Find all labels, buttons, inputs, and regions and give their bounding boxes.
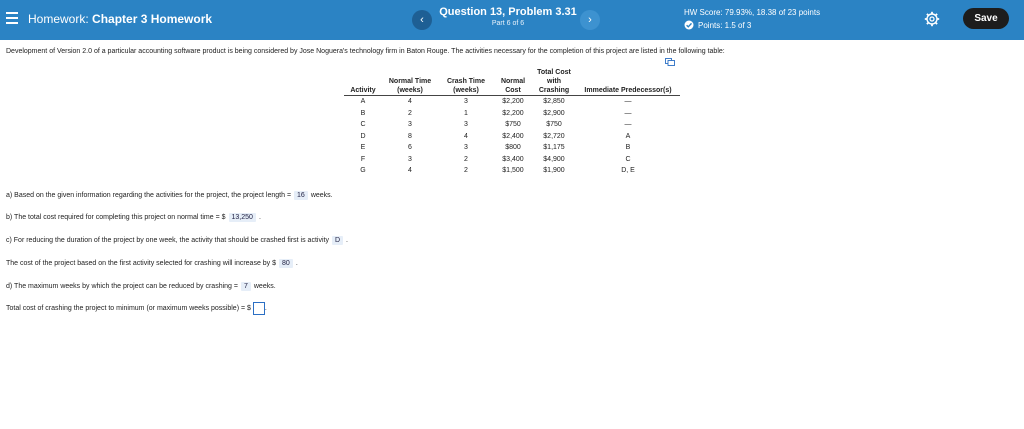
header-crash-time-2: (weeks) [438,86,494,96]
cell-normal-cost: $3,400 [502,155,524,163]
cell-normal-time: 8 [408,132,412,140]
question-c2 [6,259,298,268]
question-a [6,191,333,200]
check-circle-icon [684,20,694,30]
table-row [344,96,680,108]
cell-activity: C [360,121,366,128]
header-total-cost-2: with [547,78,561,85]
points [684,20,751,30]
question-b-suffix: . [258,214,261,221]
cell-total-cost: $2,850 [543,98,565,105]
header-total-cost-3: Crashing [532,86,576,96]
question-e [6,302,267,315]
question-title: Question 13, Problem 3.31 [439,6,577,18]
header-normal-time-1: Normal Time [388,78,432,85]
question-d-suffix: weeks. [253,283,276,290]
question-a-suffix: weeks. [310,192,333,199]
question-e-suffix: . [264,305,267,312]
cell-activity: G [360,167,366,174]
header-total-cost-1: Total Cost [537,69,571,76]
header-activity: Activity [344,86,382,96]
homework-label: Homework: [28,12,89,26]
cell-normal-time: 3 [408,121,412,128]
cell-normal-cost: $750 [505,121,521,128]
answer-d[interactable]: 7 [241,282,251,291]
table-row [344,142,680,154]
answer-e-input[interactable] [253,302,265,315]
top-bar [0,0,1024,40]
cell-predecessor: — [624,121,632,128]
answer-a[interactable]: 16 [294,191,308,200]
cell-total-cost: $1,900 [543,167,565,174]
cell-crash-time: 1 [464,109,468,117]
cell-normal-time: 6 [408,144,412,151]
cell-total-cost: $2,900 [543,109,565,117]
cell-predecessor: — [624,109,632,117]
header-crash-time-1: Crash Time [447,78,485,85]
answer-c[interactable]: D [332,236,343,245]
chevron-left-icon[interactable]: ‹ [412,10,432,30]
header-normal-time-2: (weeks) [382,86,438,96]
question-c2-text: The cost of the project based on the first activity selected for crashing will increase by $ [6,260,277,267]
cell-predecessor: C [625,155,631,163]
header-normal-cost-2: Cost [494,86,532,96]
question-c-suffix: . [346,237,348,244]
question-c-text: c) For reducing the duration of the project by one week, the activity that should be crashed first is activity [6,237,329,244]
cell-crash-time: 3 [464,98,468,105]
cell-normal-cost: $2,200 [502,98,524,105]
cell-crash-time: 3 [464,144,468,151]
points-text: Points: 1.5 of 3 [698,20,752,30]
header-normal-cost-1: Normal [500,78,526,85]
gear-icon[interactable] [924,11,940,27]
cell-normal-cost: $1,500 [502,167,524,174]
cell-predecessor: D, E [621,167,635,174]
answer-c2[interactable]: 80 [279,259,293,268]
cell-crash-time: 3 [464,121,468,128]
cell-normal-time: 2 [408,109,412,117]
cell-activity: A [360,98,366,105]
cell-normal-time: 3 [408,155,412,163]
menu-icon[interactable] [6,12,18,25]
header-predecessors: Immediate Predecessor(s) [576,86,680,96]
cell-total-cost: $1,175 [543,144,565,151]
cell-normal-cost: $800 [505,144,521,151]
question-part: Part 6 of 6 [491,20,525,27]
cell-normal-time: 4 [408,167,412,174]
cell-total-cost: $2,720 [543,132,565,140]
cell-normal-cost: $2,400 [502,132,524,140]
cell-total-cost: $4,900 [543,155,565,163]
activities-table [344,68,680,177]
cell-normal-cost: $2,200 [502,109,524,117]
question-b-text: b) The total cost required for completing this project on normal time = $ [6,214,226,221]
cell-normal-time: 4 [408,98,412,105]
hw-score: HW Score: 79.93%, 18.38 of 23 points [684,8,821,17]
table-row [344,165,680,177]
question-c2-suffix: . [295,260,298,267]
question-d-text: d) The maximum weeks by which the project can be reduced by crashing = [6,283,238,290]
question-d [6,282,276,291]
cell-activity: B [360,109,366,117]
cell-predecessor: — [624,98,632,105]
cell-crash-time: 2 [464,167,468,174]
copy-table-icon[interactable] [665,58,675,66]
table-row [344,131,680,143]
homework-title [28,12,212,26]
table-row [344,119,680,131]
answer-b[interactable]: 13,250 [229,213,256,222]
question-e-text: Total cost of crashing the project to minimum (or maximum weeks possible) = $ [6,305,251,312]
cell-activity: D [360,132,366,140]
cell-predecessor: B [625,144,631,151]
cell-activity: E [360,144,366,151]
cell-total-cost: $750 [546,121,562,128]
cell-predecessor: A [625,132,631,140]
question-b [6,213,261,222]
question-c [6,236,348,245]
cell-crash-time: 4 [464,132,468,140]
cell-crash-time: 2 [464,155,468,163]
homework-name: Chapter 3 Homework [92,12,213,26]
problem-intro: Development of Version 2.0 of a particular accounting software product is being considered by Jose Noguera's technology firm in Baton Rouge. The activities necessary for the completion of this project are listed in the following table: [6,48,725,55]
table-row [344,108,680,120]
cell-activity: F [360,155,366,163]
save-button[interactable]: Save [963,8,1009,29]
chevron-right-icon[interactable]: › [580,10,600,30]
question-a-text: a) Based on the given information regarding the activities for the project, the project length = [6,192,292,199]
table-row [344,154,680,166]
